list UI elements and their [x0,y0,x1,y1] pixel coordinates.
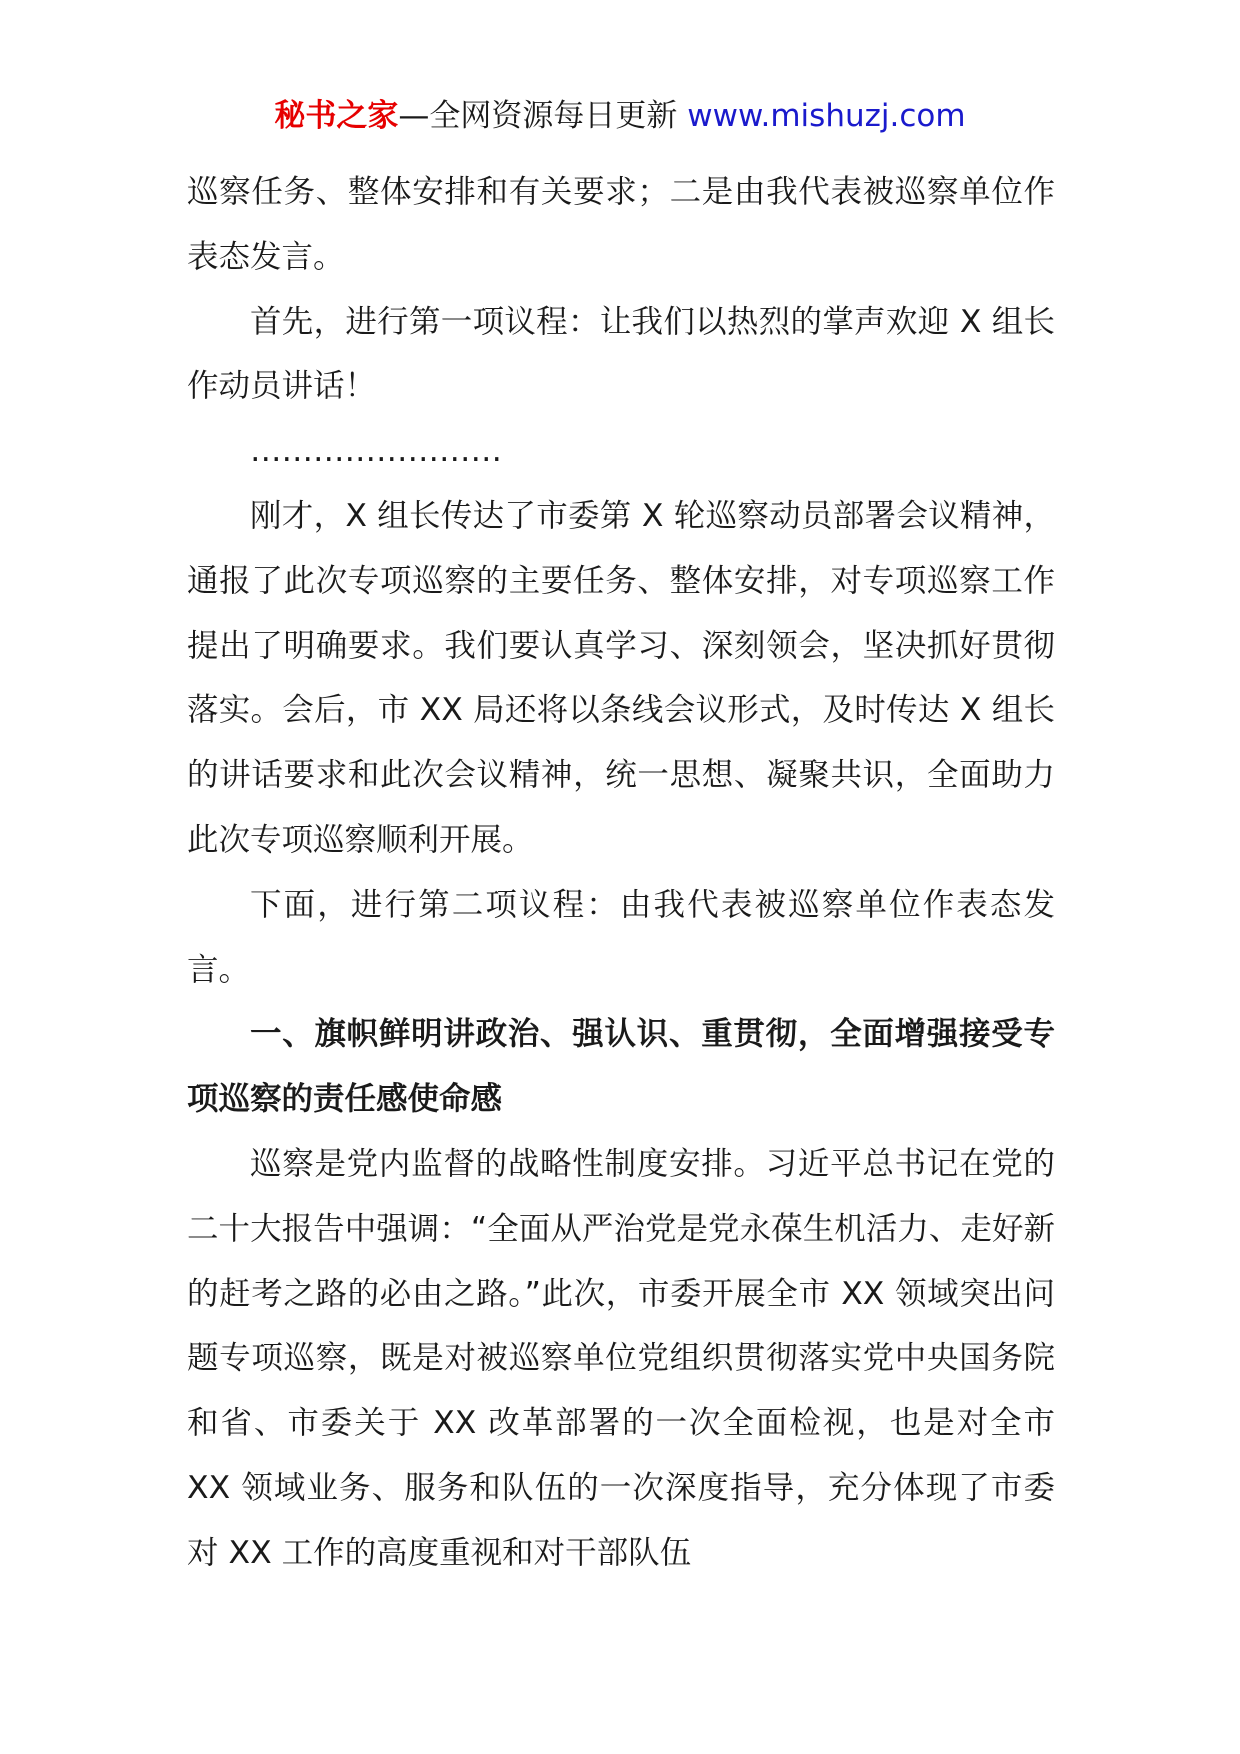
site-tagline: —全网资源每日更新 [398,98,688,134]
paragraph-continuation: 巡察任务、整体安排和有关要求；二是由我代表被巡察单位作表态发言。 [187,174,1055,275]
site-brand: 秘书之家 [274,98,399,134]
page-header [0,96,1240,136]
section-heading-one: 一、旗帜鲜明讲政治、强认识、重贯彻，全面增强接受专项巡察的责任感使命感 [187,1016,1055,1118]
paragraph-agenda-two: 下面，进行第二项议程：由我代表被巡察单位作表态发言。 [187,886,1055,988]
document-body [187,160,1055,1586]
site-url-link[interactable]: www.mishuzj.com [687,98,966,134]
paragraph-ellipsis: …………………… [250,433,502,470]
paragraph-section-one-body: 巡察是党内监督的战略性制度安排。习近平总书记在党的二十大报告中强调：“全面从严治党是党永葆生机活力、走好新的赶考之路的必由之路。”此次，市委开展全市 XX 领域突出问题专项巡察，既是对被巡察单位党组织贯彻落实党中央国务院和省、市委关于 XX 改革部署的一次全面检视，也是对全市 XX 领域业务、服务和队伍的一次深度指导，充分体现了市委对 XX 工作的高度重视和对干部队伍 [187,1145,1055,1571]
paragraph-summary: 刚才，X 组长传达了市委第 X 轮巡察动员部署会议精神，通报了此次专项巡察的主要任务、整体安排，对专项巡察工作提出了明确要求。我们要认真学习、深刻领会，坚决抓好贯彻落实。会后，市 XX 局还将以条线会议形式，及时传达 X 组长的讲话要求和此次会议精神，统一思想、凝聚共识，全面助力此次专项巡察顺利开展。 [187,497,1055,858]
paragraph-agenda-one: 首先，进行第一项议程：让我们以热烈的掌声欢迎 X 组长作动员讲话！ [187,303,1055,405]
